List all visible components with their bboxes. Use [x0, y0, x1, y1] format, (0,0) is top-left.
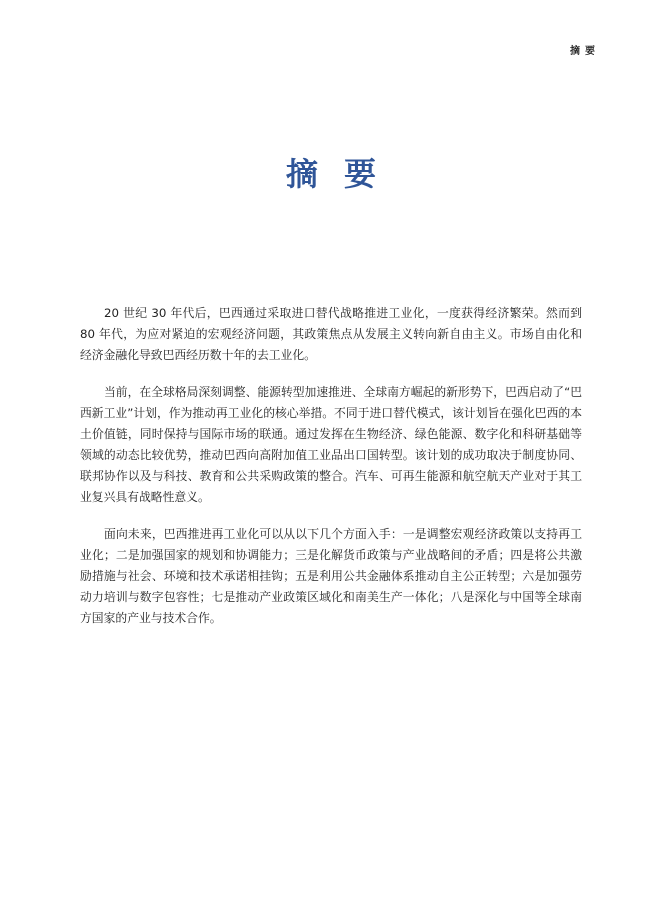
running-header: 摘要 — [570, 46, 600, 57]
paragraph-3: 面向未来，巴西推进再工业化可以从以下几个方面入手：一是调整宏观经济政策以支持再工业化；二是加强国家的规划和协调能力；三是化解货币政策与产业战略间的矛盾；四是将公共激励措施与社会、环境和技术承诺相挂钩；五是利用公共金融体系推动自主公正转型；六是加强劳动力培训与数字包容性；七是推动产业政策区域化和南美生产一体化；八是深化与中国等全球南方国家的产业与技术合作。 — [80, 527, 582, 625]
paragraph-2: 当前，在全球格局深刻调整、能源转型加速推进、全球南方崛起的新形势下，巴西启动了“巴西新工业”计划，作为推动再工业化的核心举措。不同于进口替代模式，该计划旨在强化巴西的本土价值链，同时保持与国际市场的联通。通过发挥在生物经济、绿色能源、数字化和科研基础等领域的动态比较优势，推动巴西向高附加值工业品出口国转型。该计划的成功取决于制度协同、联邦协作以及与科技、教育和公共采购政策的整合。汽车、可再生能源和航空航天产业对于其工业复兴具有战略性意义。 — [80, 385, 582, 504]
abstract-body — [80, 303, 582, 645]
paragraph-1: 20 世纪 30 年代后，巴西通过采取进口替代战略推进工业化，一度获得经济繁荣。然而到 80 年代，为应对紧迫的宏观经济问题，其政策焦点从发展主义转向新自由主义。市场自由化和经济金融化导致巴西经历数十年的去工业化。 — [80, 306, 582, 362]
page-title: 摘要 — [285, 155, 402, 193]
